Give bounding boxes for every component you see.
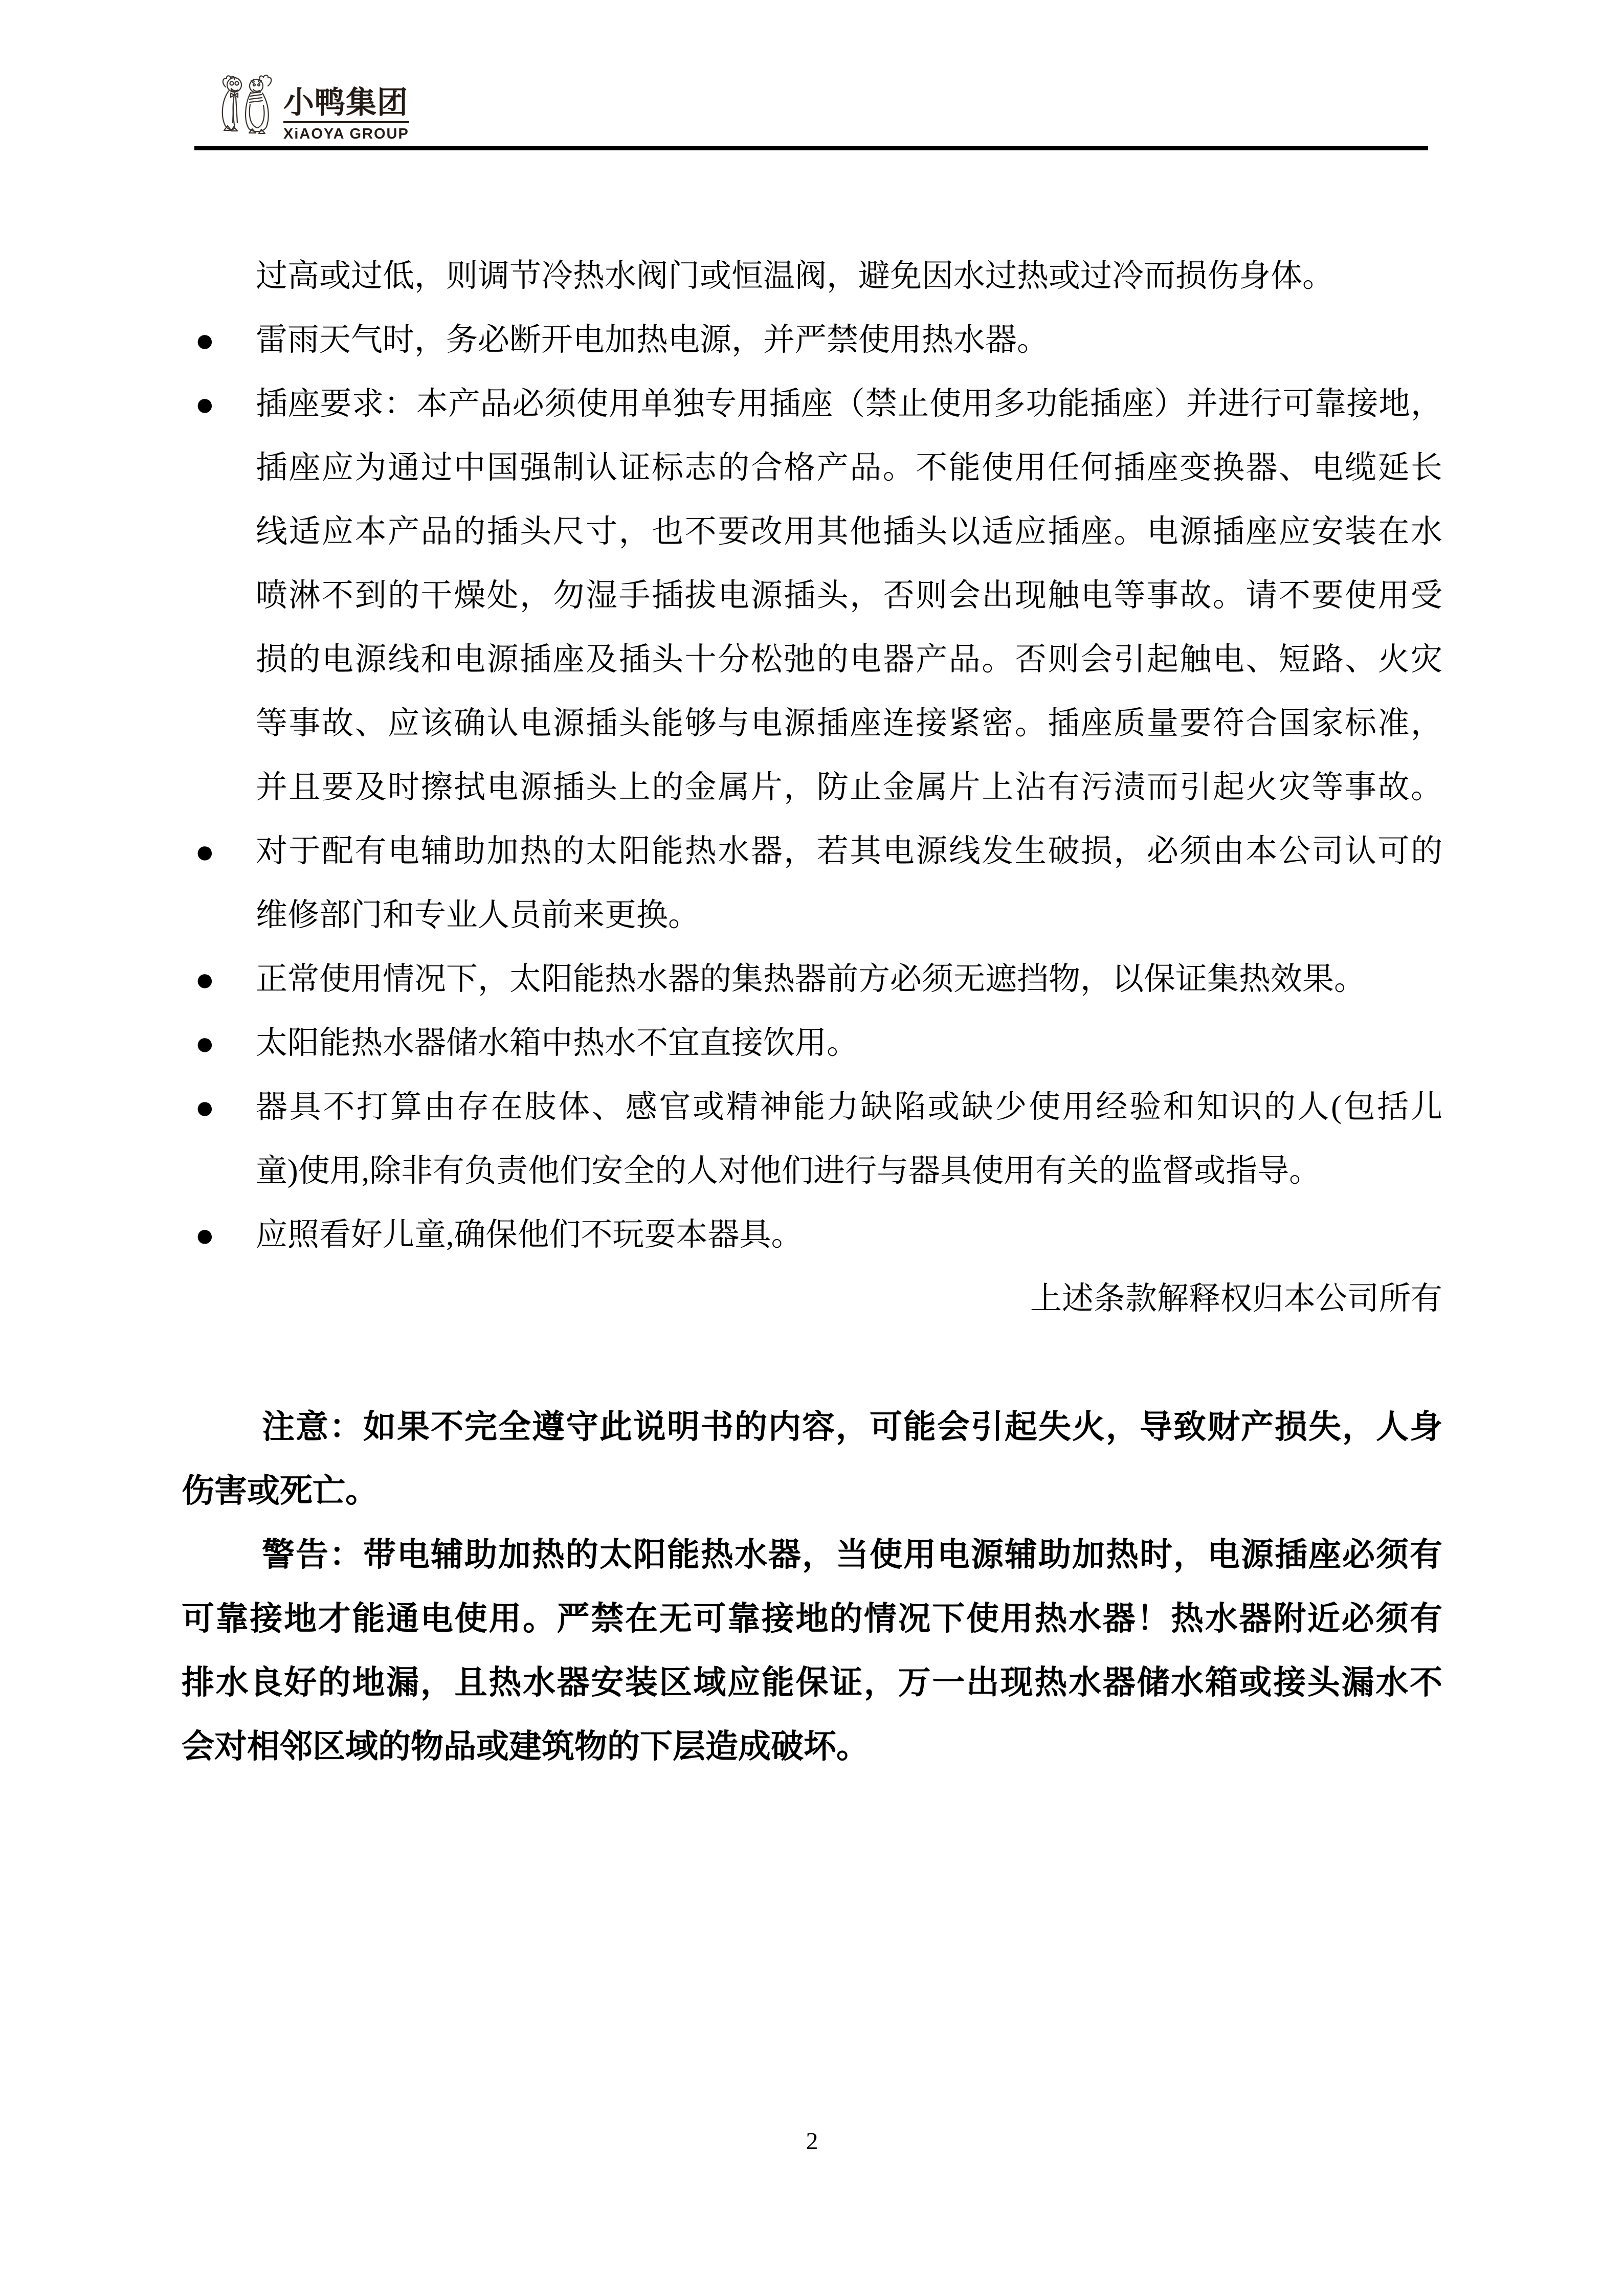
bullet-text: 雷雨天气时，务必断开电加热电源，并严禁使用热水器。: [256, 323, 1049, 357]
warning-line: 可靠接地才能通电使用。严禁在无可靠接地的情况下使用热水器！热水器附近必须有: [182, 1600, 1442, 1637]
bullet-icon: ●: [195, 834, 215, 870]
notice-line: 伤害或死亡。: [182, 1472, 378, 1509]
bullet-item-line: [182, 1203, 1442, 1267]
bullet-text: 应照看好儿童,确保他们不玩耍本器具。: [256, 1218, 803, 1252]
notice-line: 注意：如果不完全遵守此说明书的内容，可能会引起失火，导致财产损失，人身: [262, 1408, 1442, 1445]
body-text: [182, 244, 1442, 1779]
text-line: 线适应本产品的插头尺寸，也不要改用其他插头以适应插座。电源插座应安装在水: [256, 514, 1442, 549]
text-line: 插座应为通过中国强制认证标志的合格产品。不能使用任何插座变换器、电缆延长: [256, 451, 1442, 485]
text-line: 等事故、应该确认电源插头能够与电源插座连接紧密。插座质量要符合国家标准，: [256, 706, 1442, 741]
warning-line: 排水良好的地漏，且热水器安装区域应能保证，万一出现热水器储水箱或接头漏水不: [182, 1664, 1442, 1701]
bullet-item-line: [182, 372, 1442, 436]
blank-line: [182, 1331, 1442, 1395]
bullet-item-line: [182, 948, 1442, 1011]
logo-en-text: XiAOYA GROUP: [283, 126, 409, 142]
bullet-text: 太阳能热水器储水箱中热水不宜直接饮用。: [256, 1026, 859, 1061]
text-line: 并且要及时擦拭电源插头上的金属片，防止金属片上沾有污渍而引起火灾等事故。: [256, 770, 1442, 805]
warning-line: 会对相邻区域的物品或建筑物的下层造成破坏。: [182, 1728, 869, 1765]
logo-cn-text: 小鸭集团: [283, 85, 408, 120]
bullet-icon: ●: [195, 1217, 215, 1253]
bullet-icon: ●: [195, 322, 215, 358]
page-number: 2: [806, 2128, 818, 2155]
bullet-text: 正常使用情况下，太阳能热水器的集热器前方必须无遮挡物，以保证集热效果。: [256, 962, 1366, 997]
bullet-icon: ●: [195, 1089, 215, 1126]
text-line: 童)使用,除非有负责他们安全的人对他们进行与器具使用有关的监督或指导。: [256, 1154, 1321, 1188]
two-ducks-logo-icon: [218, 73, 276, 134]
bullet-text: 对于配有电辅助加热的太阳能热水器，若其电源线发生破损，必须由本公司认可的: [256, 834, 1442, 869]
xiaoya-logo: [218, 73, 409, 142]
bullet-icon: ●: [195, 386, 215, 422]
text-line: 过高或过低，则调节冷热水阀门或恒温阀，避免因水过热或过冷而损伤身体。: [256, 259, 1334, 294]
bullet-icon: ●: [195, 1025, 215, 1062]
text-line: 喷淋不到的干燥处，勿湿手插拔电源插头，否则会出现触电等事故。请不要使用受: [256, 578, 1442, 613]
bullet-item-line: [182, 1011, 1442, 1075]
warning-line: 警告：带电辅助加热的太阳能热水器，当使用电源辅助加热时，电源插座必须有: [262, 1536, 1442, 1573]
bullet-icon: ●: [195, 961, 215, 998]
text-line: 维修部门和专业人员前来更换。: [256, 898, 700, 933]
bullet-text: 器具不打算由存在肢体、感官或精神能力缺陷或缺少使用经验和知识的人(包括儿: [256, 1090, 1442, 1124]
bullet-item-line: [182, 308, 1442, 372]
logo-divider: [283, 121, 409, 123]
text-line: 损的电源线和电源插座及插头十分松弛的电器产品。否则会引起触电、短路、火灾: [256, 642, 1442, 677]
rights-note: 上述条款解释权归本公司所有: [1030, 1281, 1442, 1316]
header-rule: [194, 146, 1428, 150]
bullet-item-line: [182, 820, 1442, 884]
bullet-text: 插座要求：本产品必须使用单独专用插座（禁止使用多功能插座）并进行可靠接地，: [256, 387, 1442, 421]
logo-text: [283, 73, 409, 142]
bullet-item-line: [182, 1075, 1442, 1139]
